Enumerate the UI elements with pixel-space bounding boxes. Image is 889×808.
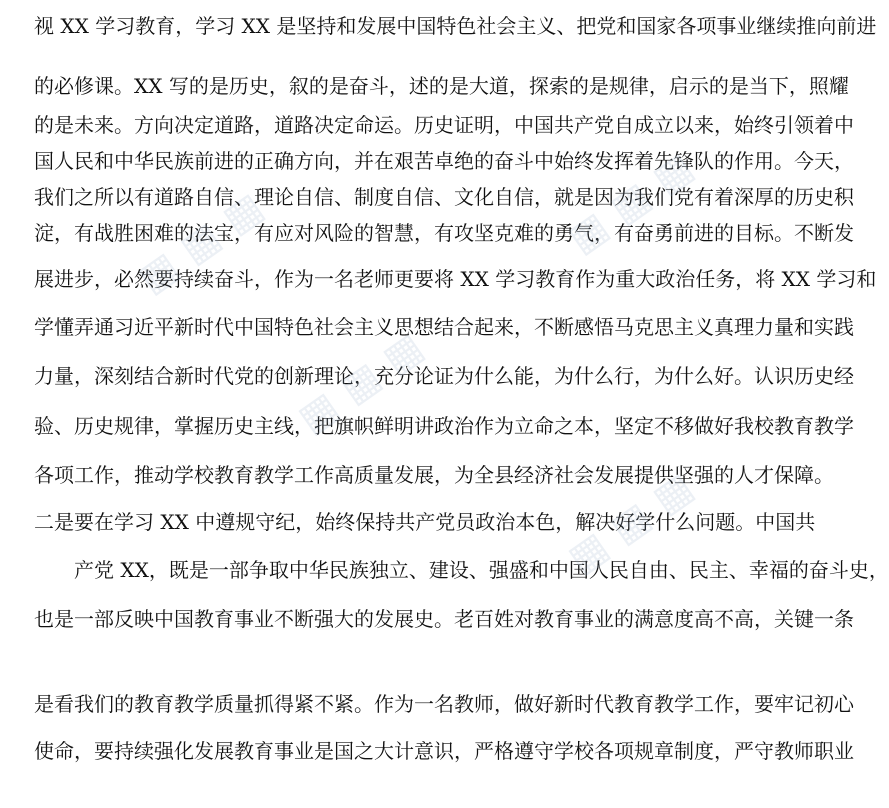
watermark-decoration: ▦ ▦ ▦: [559, 143, 702, 263]
paragraph-line-10: 验、历史规律，掌握历史主线，把旗帜鲜明讲政治作为立命之本，坚定不移做好我校教育教学: [34, 414, 854, 438]
paragraph-line-3: 的是未来。方向决定道路，道路决定命运。历史证明，中国共产党自成立以来，始终引领着中: [34, 113, 854, 137]
paragraph-line-14: 也是一部反映中国教育事业不断强大的发展史。老百姓对教育事业的满意度高不高，关键一条: [34, 607, 854, 631]
paragraph-line-1: 视 XX 学习教育，学习 XX 是坚持和发展中国特色社会主义、把党和国家各项事业继续推向前进: [34, 14, 877, 38]
paragraph-line-17: [34, 780, 766, 808]
watermark-decoration: ▦ ▦ ▦: [289, 323, 432, 443]
paragraph-line-11: 各项工作，推动学校教育教学工作高质量发展，为全县经济社会发展提供坚强的人才保障。: [34, 463, 834, 487]
paragraph-line-5: 我们之所以有道路自信、理论自信、制度自信、文化自信，就是因为我们党有着深厚的历史积: [34, 185, 854, 209]
paragraph-line-8: 学懂弄通习近平新时代中国特色社会主义思想结合起来，不断感悟马克思主义真理力量和实践: [34, 315, 854, 339]
paragraph-line-6: 淀，有战胜困难的法宝，有应对风险的智慧，有攻坚克难的勇气，有奋勇前进的目标。不断发: [34, 221, 854, 245]
paragraph-line-4: 国人民和中华民族前进的正确方向，并在艰苦卓绝的奋斗中始终发挥着先锋队的作用。今天，: [34, 149, 854, 173]
paragraph-line-15: 是看我们的教育教学质量抓得紧不紧。作为一名教师，做好新时代教育教学工作，要牢记初心: [34, 692, 854, 716]
watermark-decoration: ▦ ▦ ▦: [559, 463, 702, 583]
paragraph-line-9: 力量，深刻结合新时代党的创新理论，充分论证为什么能，为什么行，为什么好。认识历史经: [34, 364, 854, 388]
watermark-decoration: ▦ ▦ ▦: [129, 183, 272, 303]
paragraph-line-13: 产党 XX，既是一部争取中华民族独立、建设、强盛和中国人民自由、民主、幸福的奋斗史，: [74, 558, 889, 582]
paragraph-line-12: 二是要在学习 XX 中遵规守纪，始终保持共产党员政治本色，解决好学什么问题。中国共: [34, 510, 816, 534]
paragraph-line-7: 展进步，必然要持续奋斗，作为一名老师更要将 XX 学习教育作为重大政治任务，将 XX 学习和: [34, 267, 877, 291]
paragraph-line-2: 的必修课。XX 写的是历史，叙的是奋斗，述的是大道，探索的是规律，启示的是当下，照耀: [34, 74, 849, 98]
paragraph-line-16: 使命，要持续强化发展教育事业是国之大计意识，严格遵守学校各项规章制度，严守教师职业: [34, 739, 854, 763]
